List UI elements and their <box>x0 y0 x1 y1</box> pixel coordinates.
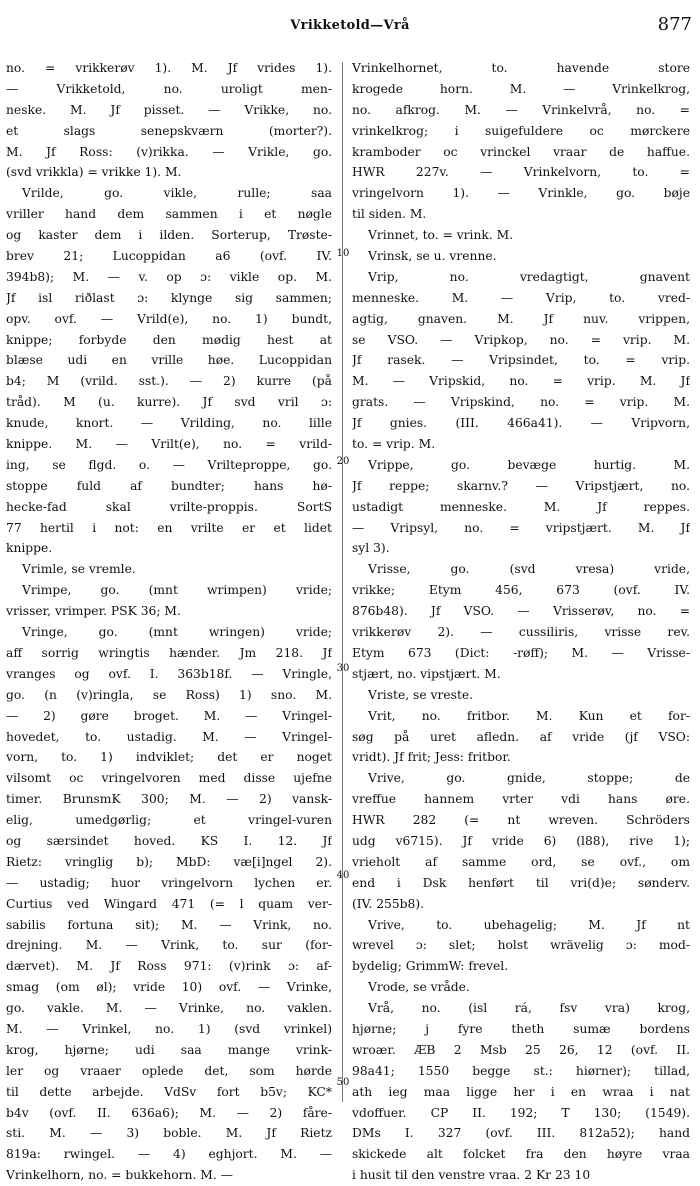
text-line: 77 hertil i not: en vrilte er et lidet <box>6 520 332 535</box>
text-line: — Vripsyl, no. = vripstjært. M. Jf <box>352 520 690 535</box>
text-line: HWR 227v. — Vrinkelvorn, to. = <box>352 165 690 180</box>
text-line: Rietz: vringlig b); MbD: væ[i]ngel 2). <box>6 854 332 869</box>
text-line: Vrisse, go. (svd vresa) vride, <box>368 562 690 577</box>
text-line: Vrinnet, to. = vrink. M. <box>368 228 514 243</box>
text-line: b4v (ovf. II. 636a6); M. — 2) fåre- <box>6 1105 332 1120</box>
text-line: DMs I. 327 (ovf. III. 812a52); hand <box>352 1126 690 1141</box>
text-line: 394b8); M. — v. op ɔ: vikle op. M. <box>6 269 332 284</box>
text-line: Vrinsk, se u. vrenne. <box>368 249 497 264</box>
text-line: stjært, no. vipstjært. M. <box>352 666 501 681</box>
text-line: vridt). Jf frit; Jess: fritbor. <box>352 750 511 765</box>
text-line: vrikke; Etym 456, 673 (ovf. IV. <box>352 583 690 598</box>
text-line: Jf reppe; skarnv.? — Vripstjært, no. <box>352 478 690 493</box>
text-line: timer. BrunsmK 300; M. — 2) vansk- <box>6 792 332 807</box>
text-line: dærvet). M. Jf Ross 971: (v)rink ɔ: af- <box>6 959 332 974</box>
text-line: til dette arbejde. VdSv fort b5v; KC* <box>6 1084 332 1099</box>
text-line: HWR 282 (= nt wreven. Schröders <box>352 813 690 828</box>
text-line: 819a: rwingel. — 4) eghjort. M. — <box>6 1147 332 1162</box>
text-line: ath ieg maa ligge her i en wraa i nat <box>352 1084 690 1099</box>
text-line: og særsindet hoved. KS I. 12. Jf <box>6 833 332 848</box>
text-line: Vrode, se vråde. <box>368 980 470 995</box>
text-line: udg v6715). Jf vride 6) (l88), rive 1); <box>352 833 690 848</box>
running-head: Vrikketold—Vrå <box>290 18 410 33</box>
text-line: kramboder oc vrinckel vraar de haffue. <box>352 144 690 159</box>
text-line: vrisser, vrimper. PSK 36; M. <box>6 604 181 619</box>
text-line: Vrimle, se vremle. <box>22 562 136 577</box>
text-line: brev 21; Lucoppidan a6 (ovf. IV. <box>6 249 332 264</box>
page-number: 877 <box>657 14 692 35</box>
text-line: se VSO. — Vripkop, no. = vrip. M. <box>352 332 690 347</box>
text-line: hovedet, to. ustadig. M. — Vringel- <box>6 729 332 744</box>
text-line: tråd). M (u. kurre). Jf svd vril ɔ: <box>6 395 332 410</box>
text-line: vranges og ovf. I. 363b18f. — Vringle, <box>6 666 332 681</box>
text-line: søg på uret afledn. af vride (jf VSO: <box>352 729 690 744</box>
text-line: Vrilde, go. vikle, rulle; saa <box>22 186 332 201</box>
text-line: Vrimpe, go. (mnt wrimpen) vride; <box>22 583 332 598</box>
text-line: Etym 673 (Dict: -røff); M. — Vrisse- <box>352 645 690 660</box>
text-line: elig, umedgørlig; et vringel-vuren <box>6 813 332 828</box>
text-line: knippe. M. — Vrilt(e), no. = vrild- <box>6 437 332 452</box>
text-line: smag (om øl); vride 10) ovf. — Vrinke, <box>6 980 332 995</box>
text-line: sti. M. — 3) boble. M. Jf Rietz <box>6 1126 332 1141</box>
text-line: Vrinkelhornet, to. havende store <box>352 61 690 75</box>
page-header <box>0 8 700 42</box>
text-line: vdoffuer. CP II. 192; T 130; (1549). <box>352 1105 690 1120</box>
line-marker: 50 <box>336 1077 350 1088</box>
text-line: til siden. M. <box>352 207 427 222</box>
text-line: Vrit, no. fritbor. M. Kun et for- <box>368 708 690 723</box>
text-line: og kaster dem i ilden. Sorterup, Trøste- <box>6 228 332 243</box>
text-line: bydelig; GrimmW: frevel. <box>352 959 509 974</box>
text-line: no. afkrog. M. — Vrinkelvrå, no. = <box>352 102 690 117</box>
text-line: go. vakle. M. — Vrinke, no. vaklen. <box>6 1001 332 1016</box>
text-line: menneske. M. — Vrip, to. vred- <box>352 290 690 305</box>
text-line: Vrip, no. vredagtigt, gnavent <box>368 269 690 284</box>
text-line: vringelvorn 1). — Vrinkle, go. bøje <box>352 186 690 201</box>
text-line: krogede horn. M. — Vrinkelkrog, <box>352 81 690 96</box>
text-line: go. (n (v)ringla, se Ross) 1) sno. M. <box>6 687 332 702</box>
text-line: stoppe fuld af bundter; hans hø- <box>6 478 332 493</box>
text-line: Vrippe, go. bevæge hurtig. M. <box>368 457 690 472</box>
text-line: neske. M. Jf pisset. — Vrikke, no. <box>6 102 332 117</box>
text-line: skickede alt folcket fra den høyre vraa <box>352 1147 690 1162</box>
column-divider <box>342 62 343 1102</box>
text-line: Vringe, go. (mnt wringen) vride; <box>22 625 332 640</box>
text-line: hjørne; j fyre theth sumæ bordens <box>352 1021 690 1036</box>
text-line: knippe. <box>6 541 53 556</box>
text-line: M. Jf Ross: (v)rikka. — Vrikle, go. <box>6 144 332 159</box>
text-line: — 2) gøre broget. M. — Vringel- <box>6 708 332 723</box>
text-line: 98a41; 1550 begge st.: hiørner); tillad, <box>352 1063 690 1078</box>
text-line: Curtius ved Wingard 471 (= l quam ver- <box>6 896 332 911</box>
right-column <box>352 58 690 1186</box>
text-line: drejning. M. — Vrink, to. sur (for- <box>6 938 332 953</box>
text-line: to. = vrip. M. <box>352 437 436 452</box>
text-line: Jf gnies. (III. 466a41). — Vripvorn, <box>352 416 690 431</box>
text-line: wrevel ɔ: slet; holst wrävelig ɔ: mod- <box>352 938 690 953</box>
text-line: syl 3). <box>352 541 390 556</box>
text-line: M. — Vrinkel, no. 1) (svd vrinkel) <box>6 1021 332 1036</box>
text-line: (IV. 255b8). <box>352 896 425 911</box>
text-line: end i Dsk henført til vri(d)e; sønderv. <box>352 875 690 890</box>
text-line: Vrå, no. (isl rá, fsv vra) krog, <box>368 1001 690 1016</box>
text-line: no. = vrikkerøv 1). M. Jf vrides 1). <box>6 61 332 75</box>
text-line: (svd vrikkla) = vrikke 1). M. <box>6 165 182 180</box>
text-line: Vrinkelhorn, no. = bukkehorn. M. — <box>6 1168 233 1183</box>
text-line: knude, knort. — Vrilding, no. lille <box>6 416 332 431</box>
text-line: vilsomt oc vringelvoren med disse ujefne <box>6 771 332 786</box>
text-line: ler og vraaer oplede det, som hørde <box>6 1063 332 1078</box>
text-line: vrinkelkrog; i suigefuldere oc mørckere <box>352 123 690 138</box>
text-line: hecke-fad skal vrilte-proppis. SortS <box>6 499 332 514</box>
text-line: vriller hand dem sammen i et nøgle <box>6 207 332 222</box>
text-line: vrikkerøv 2). — cussiliris, vrisse rev. <box>352 625 690 640</box>
text-line: grats. — Vripskind, no. = vrip. M. <box>352 395 690 410</box>
text-line: b4; M (vrild. sst.). — 2) kurre (på <box>6 374 332 389</box>
line-marker: 10 <box>336 248 350 259</box>
text-line: Vrive, go. gnide, stoppe; de <box>368 771 690 786</box>
text-line: blæse udi en vrille høe. Lucoppidan <box>6 353 332 368</box>
text-line: agtig, gnaven. M. Jf nuv. vrippen, <box>352 311 690 326</box>
text-line: vrieholt af samme ord, se ovf., om <box>352 854 690 869</box>
text-line: sabilis fortuna sit); M. — Vrink, no. <box>6 917 332 932</box>
text-line: Vriste, se vreste. <box>368 687 474 702</box>
line-marker: 30 <box>336 663 350 674</box>
line-marker: 40 <box>336 870 350 881</box>
text-line: opv. ovf. — Vrild(e), no. 1) bundt, <box>6 311 332 326</box>
text-line: — ustadig; huor vringelvorn lychen er. <box>6 875 332 890</box>
text-line: et slags senepskværn (morter?). <box>6 123 332 138</box>
text-line: ing, se flgd. o. — Vrilteproppe, go. <box>6 457 332 472</box>
line-marker: 20 <box>336 456 350 467</box>
text-line: aff sorrig wringtis hænder. Jm 218. Jf <box>6 645 332 660</box>
text-line: wroær. ÆB 2 Msb 25 26, 12 (ovf. II. <box>352 1042 690 1057</box>
text-line: i husit til den venstre vraa. 2 Kr 23 10 <box>352 1168 591 1183</box>
text-line: Vrive, to. ubehagelig; M. Jf nt <box>368 917 690 932</box>
text-line: Jf rasek. — Vripsindet, to. = vrip. <box>352 353 690 368</box>
text-line: vreffue hannem vrter vdi hans øre. <box>352 792 690 807</box>
text-line: ustadigt menneske. M. Jf reppes. <box>352 499 690 514</box>
text-line: krog, hjørne; udi saa mange vrink- <box>6 1042 332 1057</box>
text-line: knippe; forbyde den mødig hest at <box>6 332 332 347</box>
text-line: vorn, to. 1) indviklet; det er noget <box>6 750 332 765</box>
text-line: Jf isl riðlast ɔ: klynge sig sammen; <box>6 290 332 305</box>
text-line: — Vrikketold, no. uroligt men- <box>6 81 332 96</box>
left-column <box>6 58 332 1186</box>
text-line: M. — Vripskid, no. = vrip. M. Jf <box>352 374 690 389</box>
text-line: 876b48). Jf VSO. — Vrisserøv, no. = <box>352 604 690 619</box>
